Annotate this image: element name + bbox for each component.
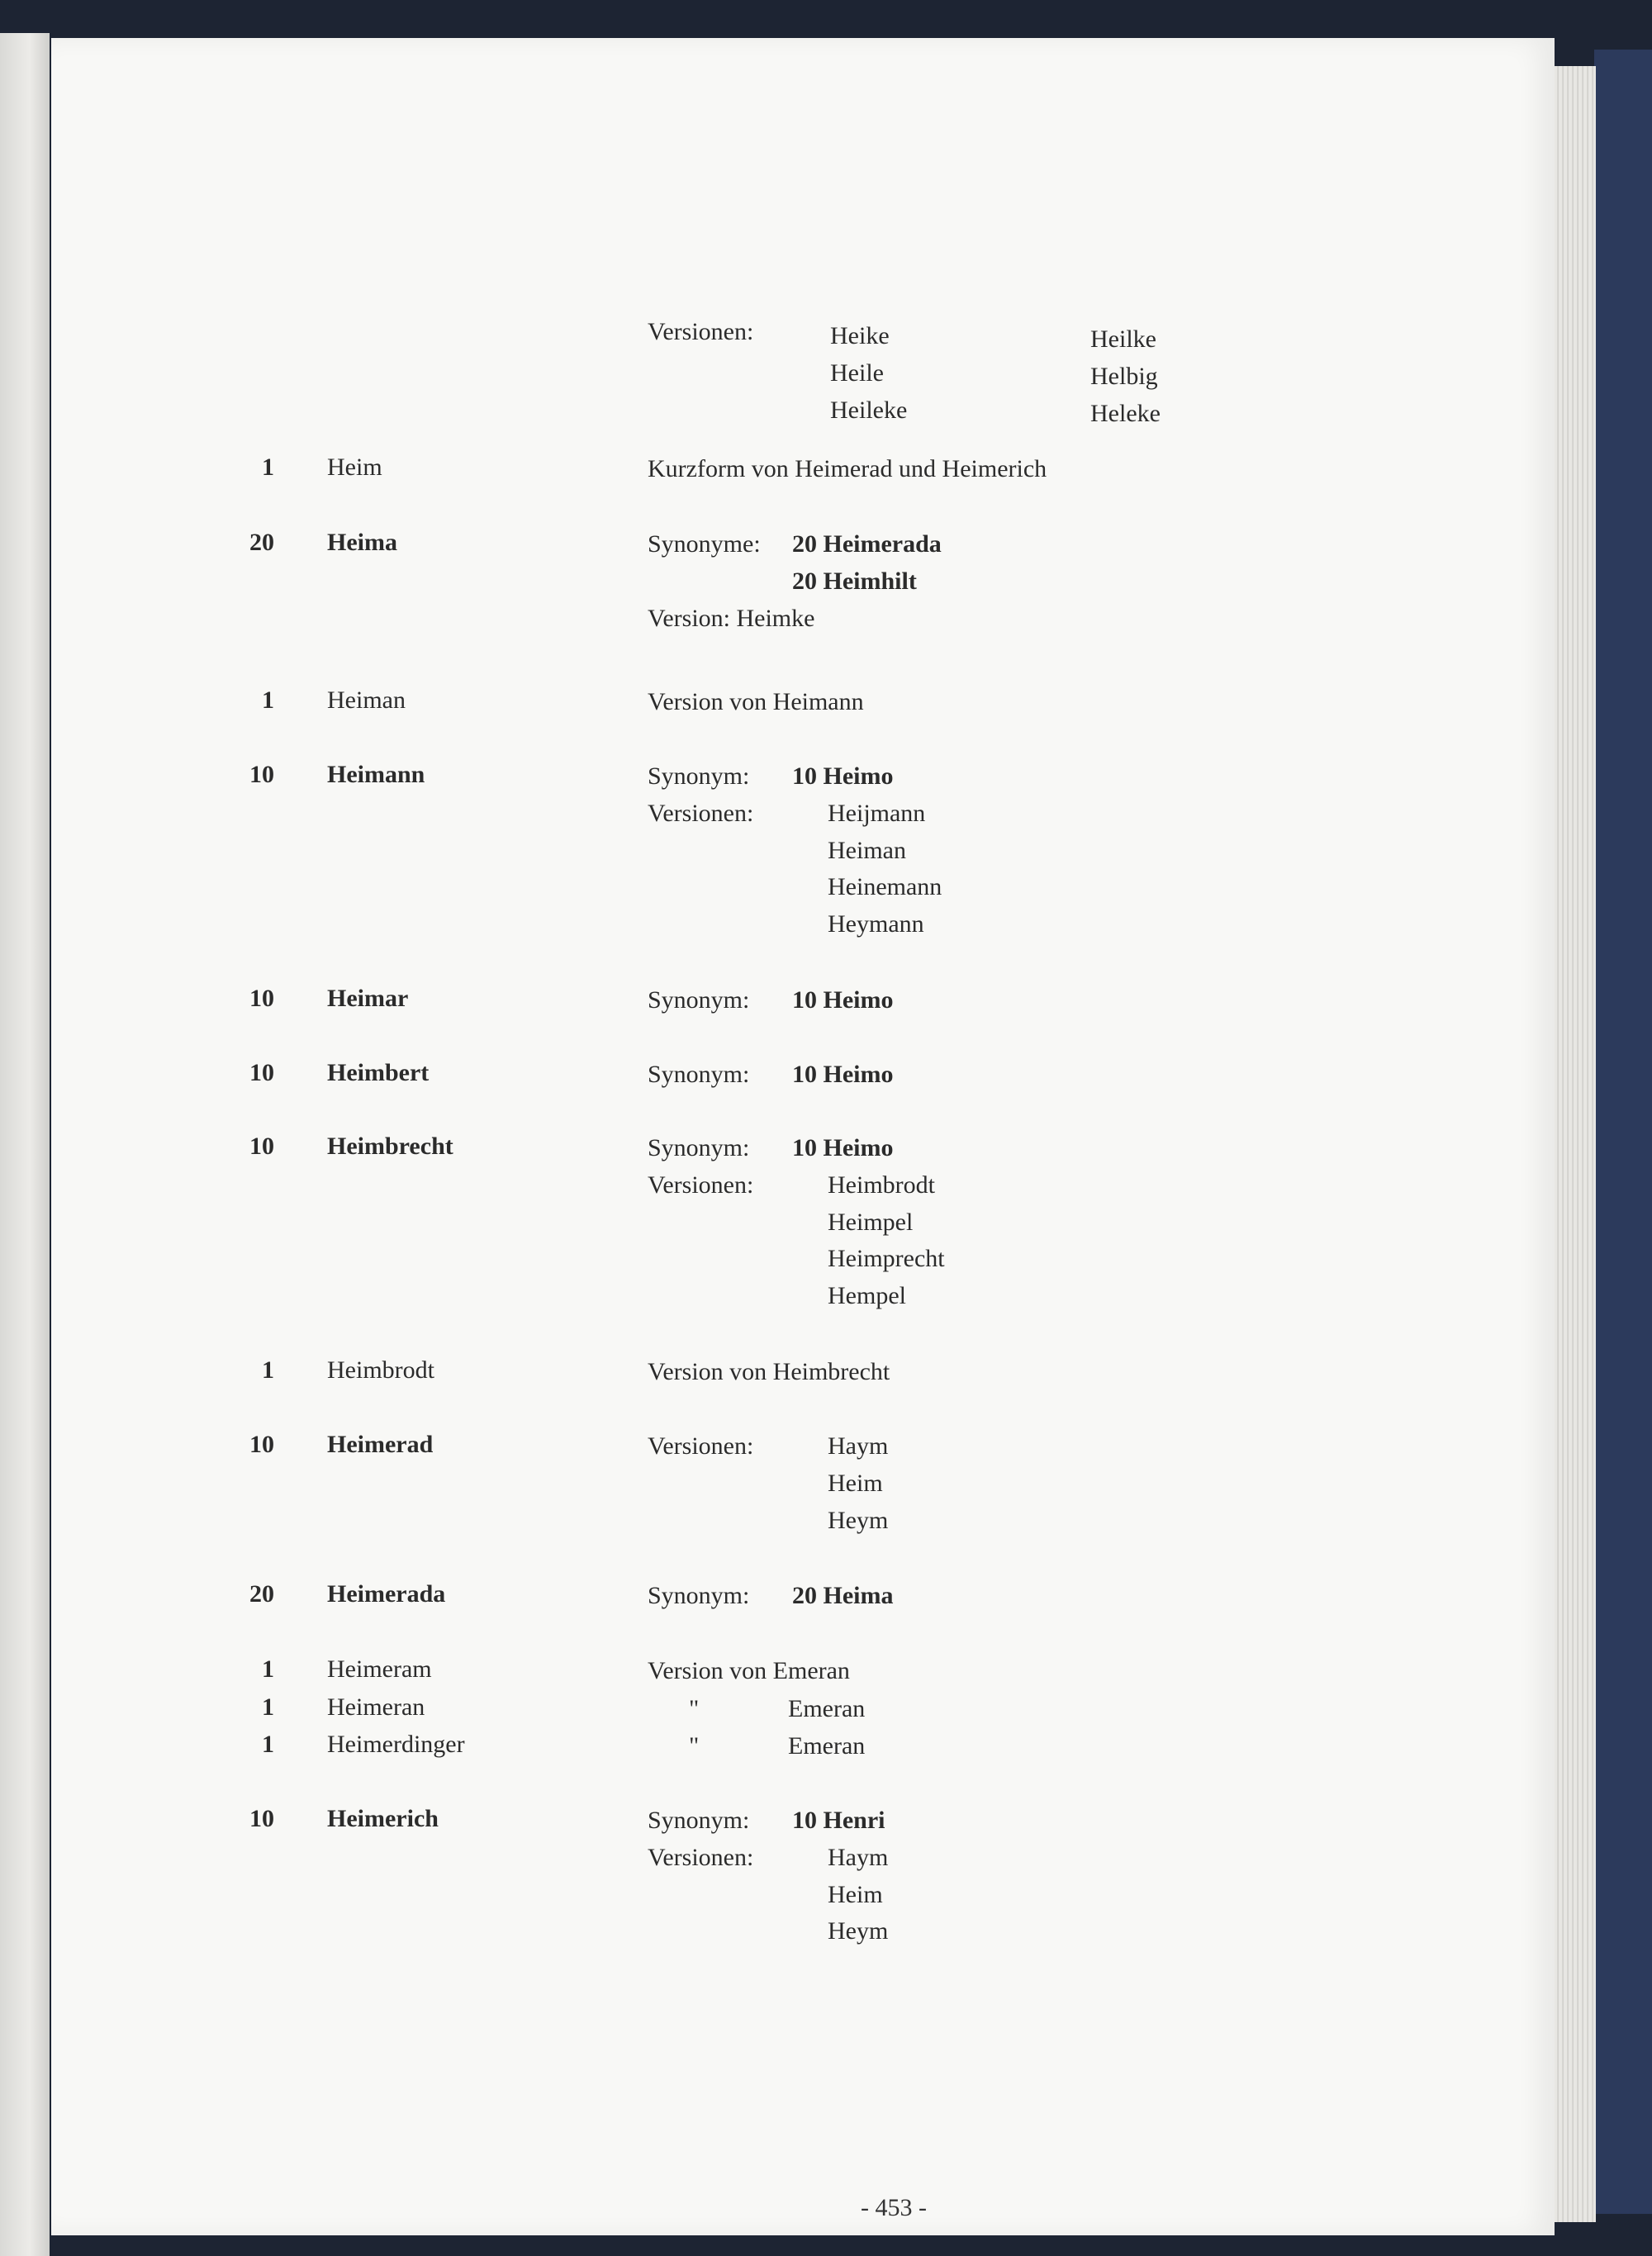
- heike-version-2: Heile: [830, 359, 884, 387]
- entry-number: 10: [249, 1133, 274, 1160]
- entry-relation-label: ": [689, 1732, 700, 1760]
- entry-name: Heimann: [327, 761, 425, 788]
- entry-relation-value: Heim: [828, 1880, 883, 1908]
- heike-version-6: Heleke: [1090, 400, 1161, 427]
- entry-number: 1: [262, 1693, 274, 1721]
- heike-version-3: Heileke: [830, 397, 908, 424]
- entry-relation-value: Haym: [828, 1432, 889, 1460]
- entry-name: Heimbert: [327, 1059, 430, 1086]
- entry-name: Heiman: [327, 686, 406, 714]
- entry-relation-value: 20 Heimerada: [792, 530, 942, 558]
- entry-relation-value: Emeran: [788, 1732, 866, 1760]
- entry-number: 1: [262, 1655, 274, 1683]
- entry-relation-value: Heinemann: [828, 873, 942, 901]
- entry-relation-value: 10 Heimo: [792, 1061, 894, 1088]
- entry-relation-value: 20 Heimhilt: [792, 567, 917, 595]
- entry-relation-value: Heym: [828, 1506, 889, 1534]
- entry-relation-value: Emeran: [788, 1695, 866, 1722]
- entry-relation-value: Haym: [828, 1843, 889, 1871]
- entry-relation-label: Synonym:: [648, 1582, 750, 1609]
- page-number: - 453 -: [861, 2194, 927, 2221]
- entry-relation-value: 10 Heimo: [792, 986, 894, 1014]
- entry-name: Heimbrodt: [327, 1356, 434, 1384]
- entry-relation-value: Heiman: [828, 836, 906, 864]
- entry-relation-label: ": [689, 1695, 700, 1722]
- heike-version-1: Heike: [830, 322, 890, 349]
- entry-relation-label: Synonym:: [648, 1134, 750, 1161]
- entry-number: 10: [249, 1805, 274, 1832]
- entry-name: Heima: [327, 529, 397, 556]
- entry-relation-value: Heim: [828, 1469, 883, 1497]
- entry-number: 10: [249, 985, 274, 1012]
- entry-relation-label: Synonym:: [648, 1061, 750, 1088]
- entry-number: 20: [249, 529, 274, 556]
- entry-relation-label: Kurzform von Heimerad und Heimerich: [648, 455, 1047, 482]
- entry-number: 1: [262, 1731, 274, 1758]
- entry-relation-label: Versionen:: [648, 799, 754, 827]
- entry-name: Heimeram: [327, 1655, 432, 1683]
- entry-number: 10: [249, 1059, 274, 1086]
- entry-name: Heimeran: [327, 1693, 425, 1721]
- entry-relation-value: 10 Henri: [792, 1807, 885, 1834]
- entry-relation-label: Versionen:: [648, 1843, 754, 1871]
- heike-versions-label: Versionen:: [648, 318, 754, 345]
- book-cover: [1594, 50, 1652, 2214]
- entry-relation-label: Versionen:: [648, 1171, 754, 1199]
- entry-relation-label: Version von Heimann: [648, 688, 864, 715]
- entry-name: Heimbrecht: [327, 1133, 453, 1160]
- entry-relation-label: Synonym:: [648, 1807, 750, 1834]
- entry-relation-label: Synonyme:: [648, 530, 761, 558]
- heike-version-4: Heilke: [1090, 325, 1156, 353]
- entry-relation-value: Hempel: [828, 1282, 906, 1310]
- entry-relation-value: Heimprecht: [828, 1245, 945, 1273]
- entry-relation-value: 20 Heima: [792, 1582, 894, 1609]
- entry-number: 20: [249, 1580, 274, 1608]
- entry-number: 1: [262, 686, 274, 714]
- entry-relation-value: 10 Heimo: [792, 762, 894, 790]
- entry-relation-label: Version von Heimbrecht: [648, 1358, 890, 1385]
- entry-name: Heimerad: [327, 1431, 434, 1458]
- entry-number: 10: [249, 761, 274, 788]
- entry-relation-label: Version von Emeran: [648, 1657, 850, 1684]
- entry-relation-value: Heimpel: [828, 1208, 914, 1236]
- entry-name: Heimerada: [327, 1580, 446, 1608]
- entry-name: Heimerdinger: [327, 1731, 465, 1758]
- entry-name: Heimerich: [327, 1805, 439, 1832]
- book-page: [51, 38, 1555, 2235]
- entry-number: 1: [262, 454, 274, 481]
- entry-relation-value: Heimbrodt: [828, 1171, 935, 1199]
- entry-number: 10: [249, 1431, 274, 1458]
- entry-relation-value: Heym: [828, 1917, 889, 1945]
- entry-relation-label: Versionen:: [648, 1432, 754, 1460]
- entry-relation-value: Heijmann: [828, 799, 926, 827]
- left-page-edge: [0, 33, 50, 2256]
- entry-relation-label: Version: Heimke: [648, 604, 815, 632]
- entry-name: Heim: [327, 454, 382, 481]
- entry-number: 1: [262, 1356, 274, 1384]
- entry-relation-label: Synonym:: [648, 762, 750, 790]
- heike-version-5: Helbig: [1090, 363, 1158, 390]
- entry-relation-label: Synonym:: [648, 986, 750, 1014]
- entry-relation-value: Heymann: [828, 910, 924, 938]
- entry-relation-value: 10 Heimo: [792, 1134, 894, 1161]
- entry-name: Heimar: [327, 985, 409, 1012]
